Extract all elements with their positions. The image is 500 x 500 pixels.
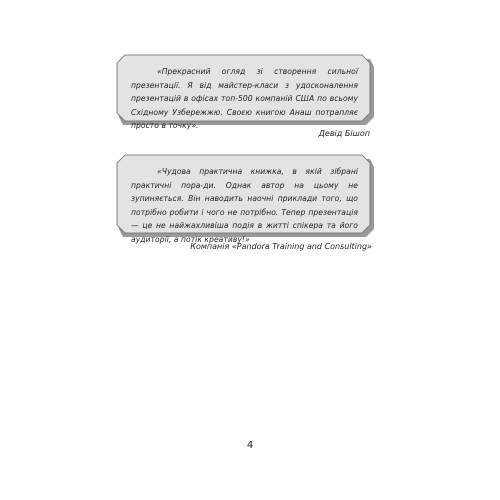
quote-box-2 <box>117 155 370 244</box>
quote-box-1 <box>117 55 370 131</box>
quote-author-1: Девід Бішоп <box>318 129 370 138</box>
quote-text-2: «Чудова практична книжка, в якій зібрані практичні пора-ди. Однак автор на цьому не зупиняється. Він наводить наочні приклади того, що потрібно робити і чого не потрібно. Тепер презентація — це не найжахливіша подія в житті спікера та його аудиторії, а потік креативу!» <box>131 167 358 244</box>
page-number: 4 <box>246 440 254 451</box>
quote-text-1: «Прекрасний огляд зі створення сильної презентації. Я від майстер-класи з удосконалення презентацій в офісах топ-500 компаній США по всьому Східному Узбережжю. Своєю книгою Анаш потрапляє просто в точку». <box>131 67 358 131</box>
quote-author-2: Компанія «Pandora Training and Consulting» <box>190 242 372 251</box>
